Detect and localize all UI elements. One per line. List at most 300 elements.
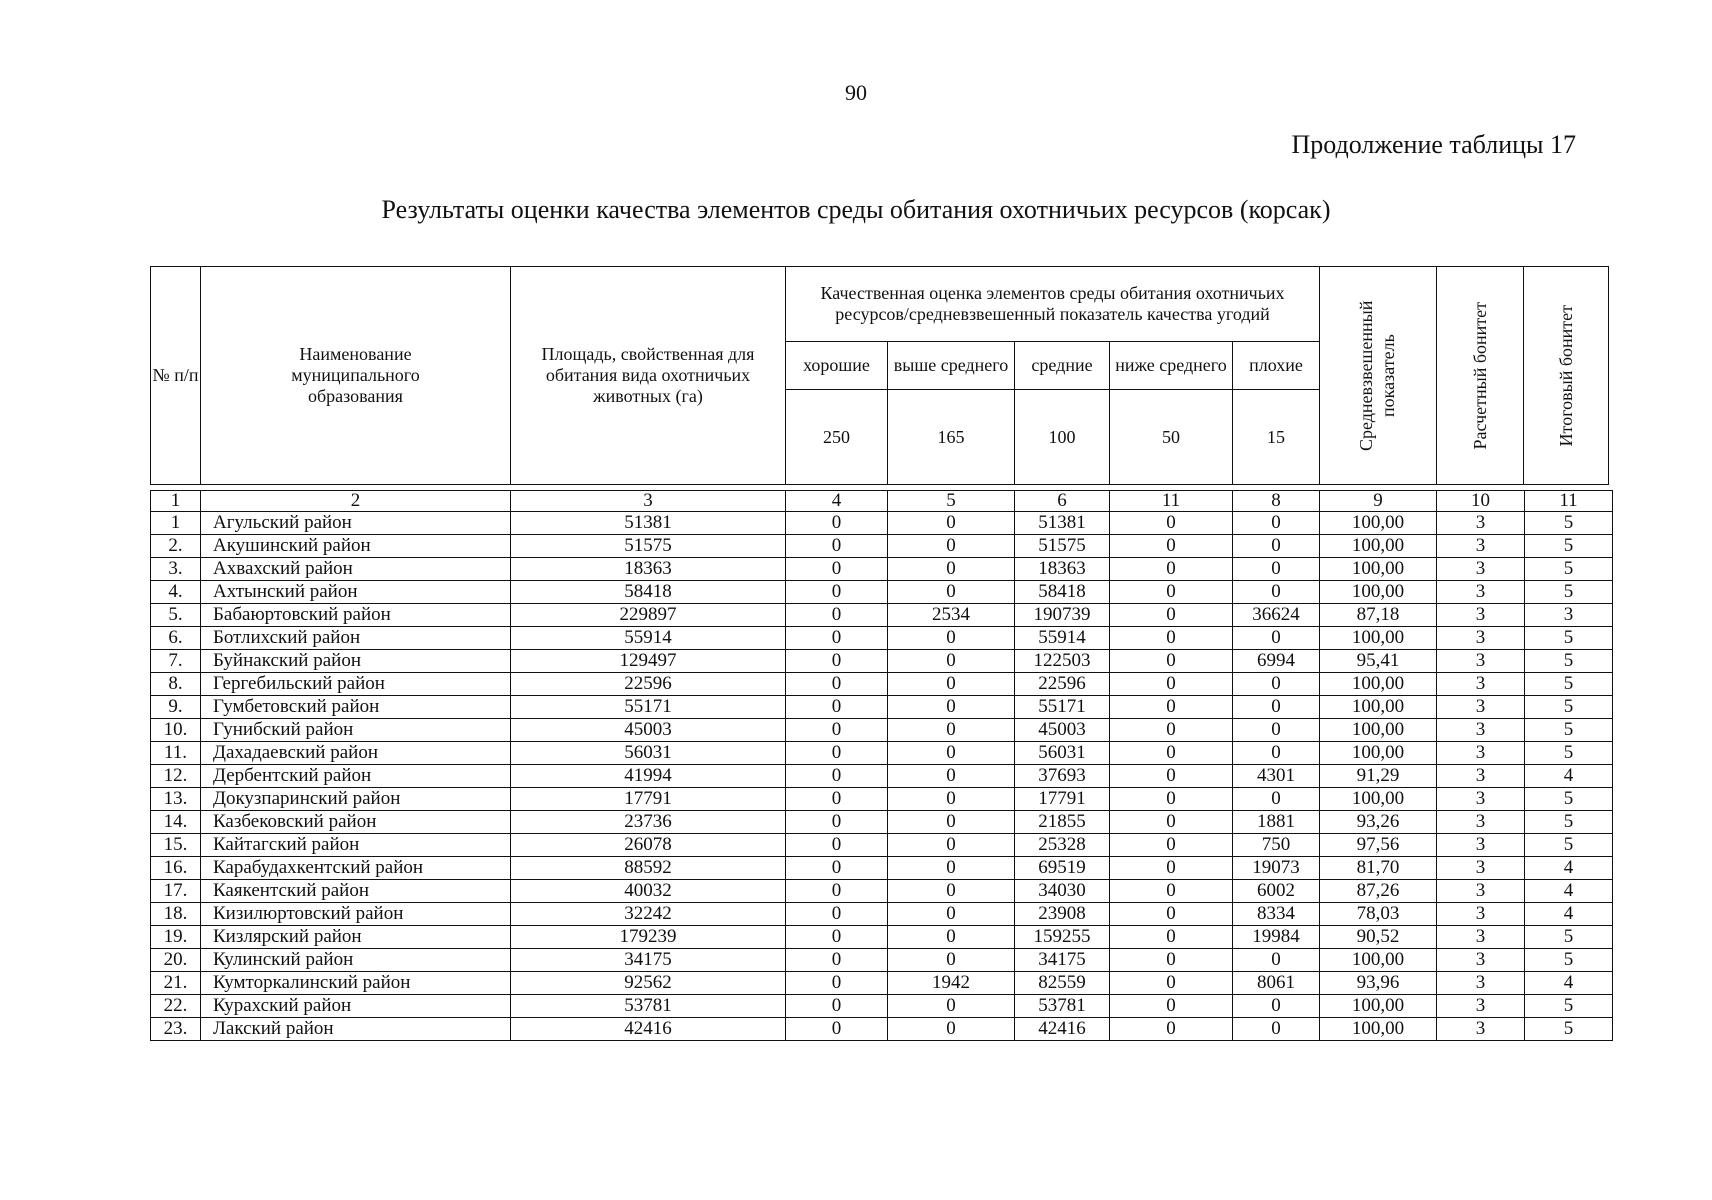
cell-below-average: 0	[1110, 765, 1233, 788]
cell-poor: 0	[1233, 673, 1320, 696]
cell-calculated-bonitet: 3	[1437, 788, 1525, 811]
cell-area: 45003	[511, 719, 786, 742]
table-row	[151, 972, 1613, 995]
cell-average: 51381	[1015, 512, 1110, 535]
cell-below-average: 0	[1110, 558, 1233, 581]
table-row	[151, 926, 1613, 949]
cell-poor: 0	[1233, 788, 1320, 811]
cell-area: 41994	[511, 765, 786, 788]
table-row	[151, 558, 1613, 581]
cell-poor: 0	[1233, 696, 1320, 719]
cell-good: 0	[786, 512, 888, 535]
header-weight: 165	[888, 390, 1015, 485]
cell-weighted-average: 100,00	[1320, 949, 1437, 972]
table-row	[151, 765, 1613, 788]
cell-weighted-average: 90,52	[1320, 926, 1437, 949]
cell-municipality-name: Лакский район	[201, 1018, 511, 1041]
table-row	[151, 857, 1613, 880]
cell-poor: 1881	[1233, 811, 1320, 834]
cell-weighted-average: 100,00	[1320, 581, 1437, 604]
cell-good: 0	[786, 903, 888, 926]
cell-final-bonitet: 4	[1525, 972, 1613, 995]
header-weight: 100	[1015, 390, 1110, 485]
cell-average: 45003	[1015, 719, 1110, 742]
cell-below-average: 0	[1110, 788, 1233, 811]
cell-calculated-bonitet: 3	[1437, 535, 1525, 558]
cell-below-average: 0	[1110, 834, 1233, 857]
column-number-cell: 9	[1320, 491, 1437, 512]
cell-above-average: 0	[888, 995, 1015, 1018]
data-table	[150, 490, 1613, 1041]
cell-below-average: 0	[1110, 650, 1233, 673]
cell-above-average: 0	[888, 926, 1015, 949]
cell-above-average: 0	[888, 788, 1015, 811]
cell-average: 25328	[1015, 834, 1110, 857]
header-cat-poor: плохие	[1233, 342, 1320, 390]
cell-area: 42416	[511, 1018, 786, 1041]
cell-row-number: 20.	[151, 949, 201, 972]
cell-poor: 0	[1233, 1018, 1320, 1041]
header-cat-below-average: ниже среднего	[1110, 342, 1233, 390]
cell-area: 55914	[511, 627, 786, 650]
cell-calculated-bonitet: 3	[1437, 627, 1525, 650]
cell-above-average: 0	[888, 673, 1015, 696]
cell-below-average: 0	[1110, 903, 1233, 926]
cell-final-bonitet: 5	[1525, 1018, 1613, 1041]
cell-calculated-bonitet: 3	[1437, 995, 1525, 1018]
cell-area: 26078	[511, 834, 786, 857]
cell-area: 88592	[511, 857, 786, 880]
cell-row-number: 12.	[151, 765, 201, 788]
cell-municipality-name: Кизилюртовский район	[201, 903, 511, 926]
cell-weighted-average: 100,00	[1320, 673, 1437, 696]
cell-average: 53781	[1015, 995, 1110, 1018]
cell-poor: 6994	[1233, 650, 1320, 673]
cell-municipality-name: Кайтагский район	[201, 834, 511, 857]
cell-municipality-name: Докузпаринский район	[201, 788, 511, 811]
table-row	[151, 880, 1613, 903]
column-number-cell: 8	[1233, 491, 1320, 512]
cell-municipality-name: Агульский район	[201, 512, 511, 535]
cell-good: 0	[786, 857, 888, 880]
cell-weighted-average: 100,00	[1320, 535, 1437, 558]
cell-area: 51575	[511, 535, 786, 558]
cell-below-average: 0	[1110, 719, 1233, 742]
cell-row-number: 15.	[151, 834, 201, 857]
cell-row-number: 6.	[151, 627, 201, 650]
cell-area: 34175	[511, 949, 786, 972]
cell-good: 0	[786, 765, 888, 788]
cell-poor: 36624	[1233, 604, 1320, 627]
cell-row-number: 17.	[151, 880, 201, 903]
cell-below-average: 0	[1110, 604, 1233, 627]
cell-final-bonitet: 5	[1525, 673, 1613, 696]
cell-average: 55171	[1015, 696, 1110, 719]
cell-calculated-bonitet: 3	[1437, 1018, 1525, 1041]
header-final-bonitet: Итоговый бонитет	[1524, 267, 1609, 485]
header-cat-above-average: выше среднего	[888, 342, 1015, 390]
cell-municipality-name: Курахский район	[201, 995, 511, 1018]
cell-weighted-average: 93,26	[1320, 811, 1437, 834]
cell-final-bonitet: 5	[1525, 535, 1613, 558]
table-row	[151, 834, 1613, 857]
cell-row-number: 7.	[151, 650, 201, 673]
cell-row-number: 2.	[151, 535, 201, 558]
cell-municipality-name: Дахадаевский район	[201, 742, 511, 765]
cell-area: 179239	[511, 926, 786, 949]
cell-area: 53781	[511, 995, 786, 1018]
cell-below-average: 0	[1110, 512, 1233, 535]
cell-average: 122503	[1015, 650, 1110, 673]
table-row	[151, 788, 1613, 811]
cell-above-average: 0	[888, 765, 1015, 788]
cell-area: 229897	[511, 604, 786, 627]
cell-below-average: 0	[1110, 535, 1233, 558]
cell-below-average: 0	[1110, 949, 1233, 972]
cell-final-bonitet: 4	[1525, 903, 1613, 926]
table-row	[151, 903, 1613, 926]
cell-poor: 8334	[1233, 903, 1320, 926]
cell-average: 37693	[1015, 765, 1110, 788]
header-quality-group: Качественная оценка элементов среды обитания охотничьих ресурсов/средневзвешенный показатель качества угодий	[786, 267, 1320, 342]
cell-good: 0	[786, 788, 888, 811]
cell-weighted-average: 87,26	[1320, 880, 1437, 903]
cell-final-bonitet: 5	[1525, 949, 1613, 972]
cell-weighted-average: 100,00	[1320, 696, 1437, 719]
cell-above-average: 0	[888, 512, 1015, 535]
cell-average: 21855	[1015, 811, 1110, 834]
column-number-cell: 4	[786, 491, 888, 512]
cell-below-average: 0	[1110, 1018, 1233, 1041]
cell-calculated-bonitet: 3	[1437, 834, 1525, 857]
cell-weighted-average: 100,00	[1320, 788, 1437, 811]
cell-weighted-average: 100,00	[1320, 1018, 1437, 1041]
cell-weighted-average: 100,00	[1320, 742, 1437, 765]
cell-below-average: 0	[1110, 972, 1233, 995]
table-row	[151, 742, 1613, 765]
cell-good: 0	[786, 742, 888, 765]
cell-above-average: 2534	[888, 604, 1015, 627]
cell-good: 0	[786, 627, 888, 650]
cell-row-number: 19.	[151, 926, 201, 949]
cell-municipality-name: Кумторкалинский район	[201, 972, 511, 995]
cell-average: 69519	[1015, 857, 1110, 880]
cell-final-bonitet: 5	[1525, 926, 1613, 949]
header-weight: 15	[1233, 390, 1320, 485]
cell-average: 82559	[1015, 972, 1110, 995]
cell-above-average: 0	[888, 535, 1015, 558]
column-number-cell: 2	[201, 491, 511, 512]
cell-good: 0	[786, 673, 888, 696]
cell-final-bonitet: 5	[1525, 742, 1613, 765]
cell-poor: 0	[1233, 581, 1320, 604]
cell-good: 0	[786, 880, 888, 903]
cell-good: 0	[786, 650, 888, 673]
table-continuation-label: Продолжение таблицы 17	[1291, 130, 1576, 159]
cell-area: 18363	[511, 558, 786, 581]
cell-row-number: 1	[151, 512, 201, 535]
cell-weighted-average: 93,96	[1320, 972, 1437, 995]
cell-calculated-bonitet: 3	[1437, 880, 1525, 903]
cell-average: 42416	[1015, 1018, 1110, 1041]
cell-below-average: 0	[1110, 995, 1233, 1018]
cell-row-number: 18.	[151, 903, 201, 926]
cell-municipality-name: Карабудахкентский район	[201, 857, 511, 880]
cell-above-average: 0	[888, 558, 1015, 581]
cell-poor: 0	[1233, 719, 1320, 742]
header-municipality-name: Наименование муниципального образования	[201, 267, 511, 485]
header-cat-good: хорошие	[786, 342, 888, 390]
cell-average: 58418	[1015, 581, 1110, 604]
table-row	[151, 719, 1613, 742]
cell-municipality-name: Буйнакский район	[201, 650, 511, 673]
cell-final-bonitet: 5	[1525, 834, 1613, 857]
cell-final-bonitet: 5	[1525, 788, 1613, 811]
cell-above-average: 0	[888, 811, 1015, 834]
cell-area: 17791	[511, 788, 786, 811]
cell-above-average: 0	[888, 880, 1015, 903]
cell-municipality-name: Бабаюртовский район	[201, 604, 511, 627]
cell-calculated-bonitet: 3	[1437, 857, 1525, 880]
cell-calculated-bonitet: 3	[1437, 765, 1525, 788]
cell-calculated-bonitet: 3	[1437, 673, 1525, 696]
cell-municipality-name: Дербентский район	[201, 765, 511, 788]
cell-weighted-average: 100,00	[1320, 512, 1437, 535]
cell-poor: 8061	[1233, 972, 1320, 995]
table-row	[151, 1018, 1613, 1041]
cell-weighted-average: 100,00	[1320, 627, 1437, 650]
cell-row-number: 14.	[151, 811, 201, 834]
cell-below-average: 0	[1110, 696, 1233, 719]
table-row	[151, 535, 1613, 558]
cell-good: 0	[786, 719, 888, 742]
cell-above-average: 0	[888, 742, 1015, 765]
cell-below-average: 0	[1110, 926, 1233, 949]
table-row	[151, 811, 1613, 834]
cell-calculated-bonitet: 3	[1437, 650, 1525, 673]
cell-average: 34175	[1015, 949, 1110, 972]
cell-area: 55171	[511, 696, 786, 719]
cell-good: 0	[786, 926, 888, 949]
cell-calculated-bonitet: 3	[1437, 719, 1525, 742]
cell-good: 0	[786, 558, 888, 581]
cell-row-number: 23.	[151, 1018, 201, 1041]
table-row	[151, 673, 1613, 696]
cell-calculated-bonitet: 3	[1437, 581, 1525, 604]
cell-average: 159255	[1015, 926, 1110, 949]
cell-average: 190739	[1015, 604, 1110, 627]
cell-calculated-bonitet: 3	[1437, 903, 1525, 926]
cell-municipality-name: Гумбетовский район	[201, 696, 511, 719]
cell-above-average: 0	[888, 834, 1015, 857]
cell-row-number: 5.	[151, 604, 201, 627]
cell-calculated-bonitet: 3	[1437, 811, 1525, 834]
table-title: Результаты оценки качества элементов среды обитания охотничьих ресурсов (корсак)	[381, 195, 1331, 224]
cell-final-bonitet: 5	[1525, 512, 1613, 535]
table-row	[151, 581, 1613, 604]
cell-area: 92562	[511, 972, 786, 995]
cell-final-bonitet: 5	[1525, 650, 1613, 673]
cell-good: 0	[786, 604, 888, 627]
cell-above-average: 1942	[888, 972, 1015, 995]
cell-calculated-bonitet: 3	[1437, 949, 1525, 972]
cell-above-average: 0	[888, 903, 1015, 926]
cell-above-average: 0	[888, 949, 1015, 972]
table-row	[151, 995, 1613, 1018]
cell-municipality-name: Акушинский район	[201, 535, 511, 558]
cell-municipality-name: Ахвахский район	[201, 558, 511, 581]
cell-row-number: 11.	[151, 742, 201, 765]
cell-municipality-name: Каякентский район	[201, 880, 511, 903]
column-number-cell: 11	[1110, 491, 1233, 512]
cell-average: 56031	[1015, 742, 1110, 765]
header-cat-average: средние	[1015, 342, 1110, 390]
cell-below-average: 0	[1110, 857, 1233, 880]
cell-final-bonitet: 3	[1525, 604, 1613, 627]
column-number-cell: 1	[151, 491, 201, 512]
cell-above-average: 0	[888, 650, 1015, 673]
cell-average: 55914	[1015, 627, 1110, 650]
cell-poor: 0	[1233, 627, 1320, 650]
cell-poor: 0	[1233, 949, 1320, 972]
page-number: 90	[845, 80, 867, 105]
cell-average: 34030	[1015, 880, 1110, 903]
cell-average: 17791	[1015, 788, 1110, 811]
cell-good: 0	[786, 972, 888, 995]
cell-calculated-bonitet: 3	[1437, 742, 1525, 765]
cell-final-bonitet: 4	[1525, 880, 1613, 903]
cell-poor: 0	[1233, 535, 1320, 558]
cell-below-average: 0	[1110, 673, 1233, 696]
cell-area: 129497	[511, 650, 786, 673]
cell-average: 23908	[1015, 903, 1110, 926]
cell-row-number: 4.	[151, 581, 201, 604]
header-num: № п/п	[151, 267, 201, 485]
cell-weighted-average: 91,29	[1320, 765, 1437, 788]
cell-municipality-name: Казбековский район	[201, 811, 511, 834]
cell-area: 32242	[511, 903, 786, 926]
cell-area: 23736	[511, 811, 786, 834]
cell-good: 0	[786, 581, 888, 604]
column-number-cell: 6	[1015, 491, 1110, 512]
cell-final-bonitet: 5	[1525, 558, 1613, 581]
cell-weighted-average: 87,18	[1320, 604, 1437, 627]
table-row	[151, 604, 1613, 627]
cell-row-number: 9.	[151, 696, 201, 719]
cell-area: 51381	[511, 512, 786, 535]
cell-area: 22596	[511, 673, 786, 696]
cell-above-average: 0	[888, 857, 1015, 880]
cell-calculated-bonitet: 3	[1437, 972, 1525, 995]
cell-final-bonitet: 5	[1525, 995, 1613, 1018]
table-row	[151, 949, 1613, 972]
cell-above-average: 0	[888, 719, 1015, 742]
cell-poor: 0	[1233, 995, 1320, 1018]
cell-poor: 19073	[1233, 857, 1320, 880]
header-weight: 250	[786, 390, 888, 485]
cell-municipality-name: Ахтынский район	[201, 581, 511, 604]
cell-final-bonitet: 4	[1525, 857, 1613, 880]
cell-good: 0	[786, 1018, 888, 1041]
cell-good: 0	[786, 696, 888, 719]
cell-weighted-average: 100,00	[1320, 558, 1437, 581]
cell-municipality-name: Кизлярский район	[201, 926, 511, 949]
cell-area: 58418	[511, 581, 786, 604]
cell-municipality-name: Гергебильский район	[201, 673, 511, 696]
cell-below-average: 0	[1110, 811, 1233, 834]
cell-below-average: 0	[1110, 627, 1233, 650]
table-row	[151, 627, 1613, 650]
cell-area: 56031	[511, 742, 786, 765]
cell-calculated-bonitet: 3	[1437, 604, 1525, 627]
cell-weighted-average: 100,00	[1320, 719, 1437, 742]
cell-good: 0	[786, 535, 888, 558]
cell-final-bonitet: 5	[1525, 696, 1613, 719]
cell-poor: 750	[1233, 834, 1320, 857]
cell-area: 40032	[511, 880, 786, 903]
header-weight: 50	[1110, 390, 1233, 485]
cell-above-average: 0	[888, 581, 1015, 604]
cell-row-number: 8.	[151, 673, 201, 696]
cell-municipality-name: Кулинский район	[201, 949, 511, 972]
cell-good: 0	[786, 995, 888, 1018]
cell-calculated-bonitet: 3	[1437, 558, 1525, 581]
cell-above-average: 0	[888, 1018, 1015, 1041]
cell-calculated-bonitet: 3	[1437, 696, 1525, 719]
table-header	[150, 266, 1609, 485]
cell-row-number: 13.	[151, 788, 201, 811]
cell-row-number: 21.	[151, 972, 201, 995]
cell-poor: 0	[1233, 742, 1320, 765]
column-number-cell: 11	[1525, 491, 1613, 512]
cell-row-number: 10.	[151, 719, 201, 742]
cell-weighted-average: 95,41	[1320, 650, 1437, 673]
cell-calculated-bonitet: 3	[1437, 926, 1525, 949]
cell-average: 22596	[1015, 673, 1110, 696]
cell-poor: 0	[1233, 558, 1320, 581]
cell-row-number: 22.	[151, 995, 201, 1018]
cell-below-average: 0	[1110, 880, 1233, 903]
cell-row-number: 3.	[151, 558, 201, 581]
cell-average: 51575	[1015, 535, 1110, 558]
cell-final-bonitet: 4	[1525, 765, 1613, 788]
table-row	[151, 650, 1613, 673]
column-number-cell: 5	[888, 491, 1015, 512]
column-number-cell: 3	[511, 491, 786, 512]
header-calculated-bonitet: Расчетный бонитет	[1437, 267, 1524, 485]
cell-good: 0	[786, 811, 888, 834]
cell-above-average: 0	[888, 627, 1015, 650]
cell-good: 0	[786, 949, 888, 972]
header-area: Площадь, свойственная для обитания вида охотничьих животных (га)	[511, 267, 786, 485]
cell-final-bonitet: 5	[1525, 719, 1613, 742]
cell-weighted-average: 100,00	[1320, 995, 1437, 1018]
cell-final-bonitet: 5	[1525, 627, 1613, 650]
cell-below-average: 0	[1110, 742, 1233, 765]
table-row	[151, 512, 1613, 535]
cell-poor: 19984	[1233, 926, 1320, 949]
header-weighted-average: Средневзвешенный показатель	[1320, 267, 1437, 485]
cell-poor: 0	[1233, 512, 1320, 535]
cell-weighted-average: 97,56	[1320, 834, 1437, 857]
cell-poor: 6002	[1233, 880, 1320, 903]
cell-municipality-name: Гунибский район	[201, 719, 511, 742]
cell-above-average: 0	[888, 696, 1015, 719]
cell-average: 18363	[1015, 558, 1110, 581]
cell-below-average: 0	[1110, 581, 1233, 604]
column-number-cell: 10	[1437, 491, 1525, 512]
cell-poor: 4301	[1233, 765, 1320, 788]
